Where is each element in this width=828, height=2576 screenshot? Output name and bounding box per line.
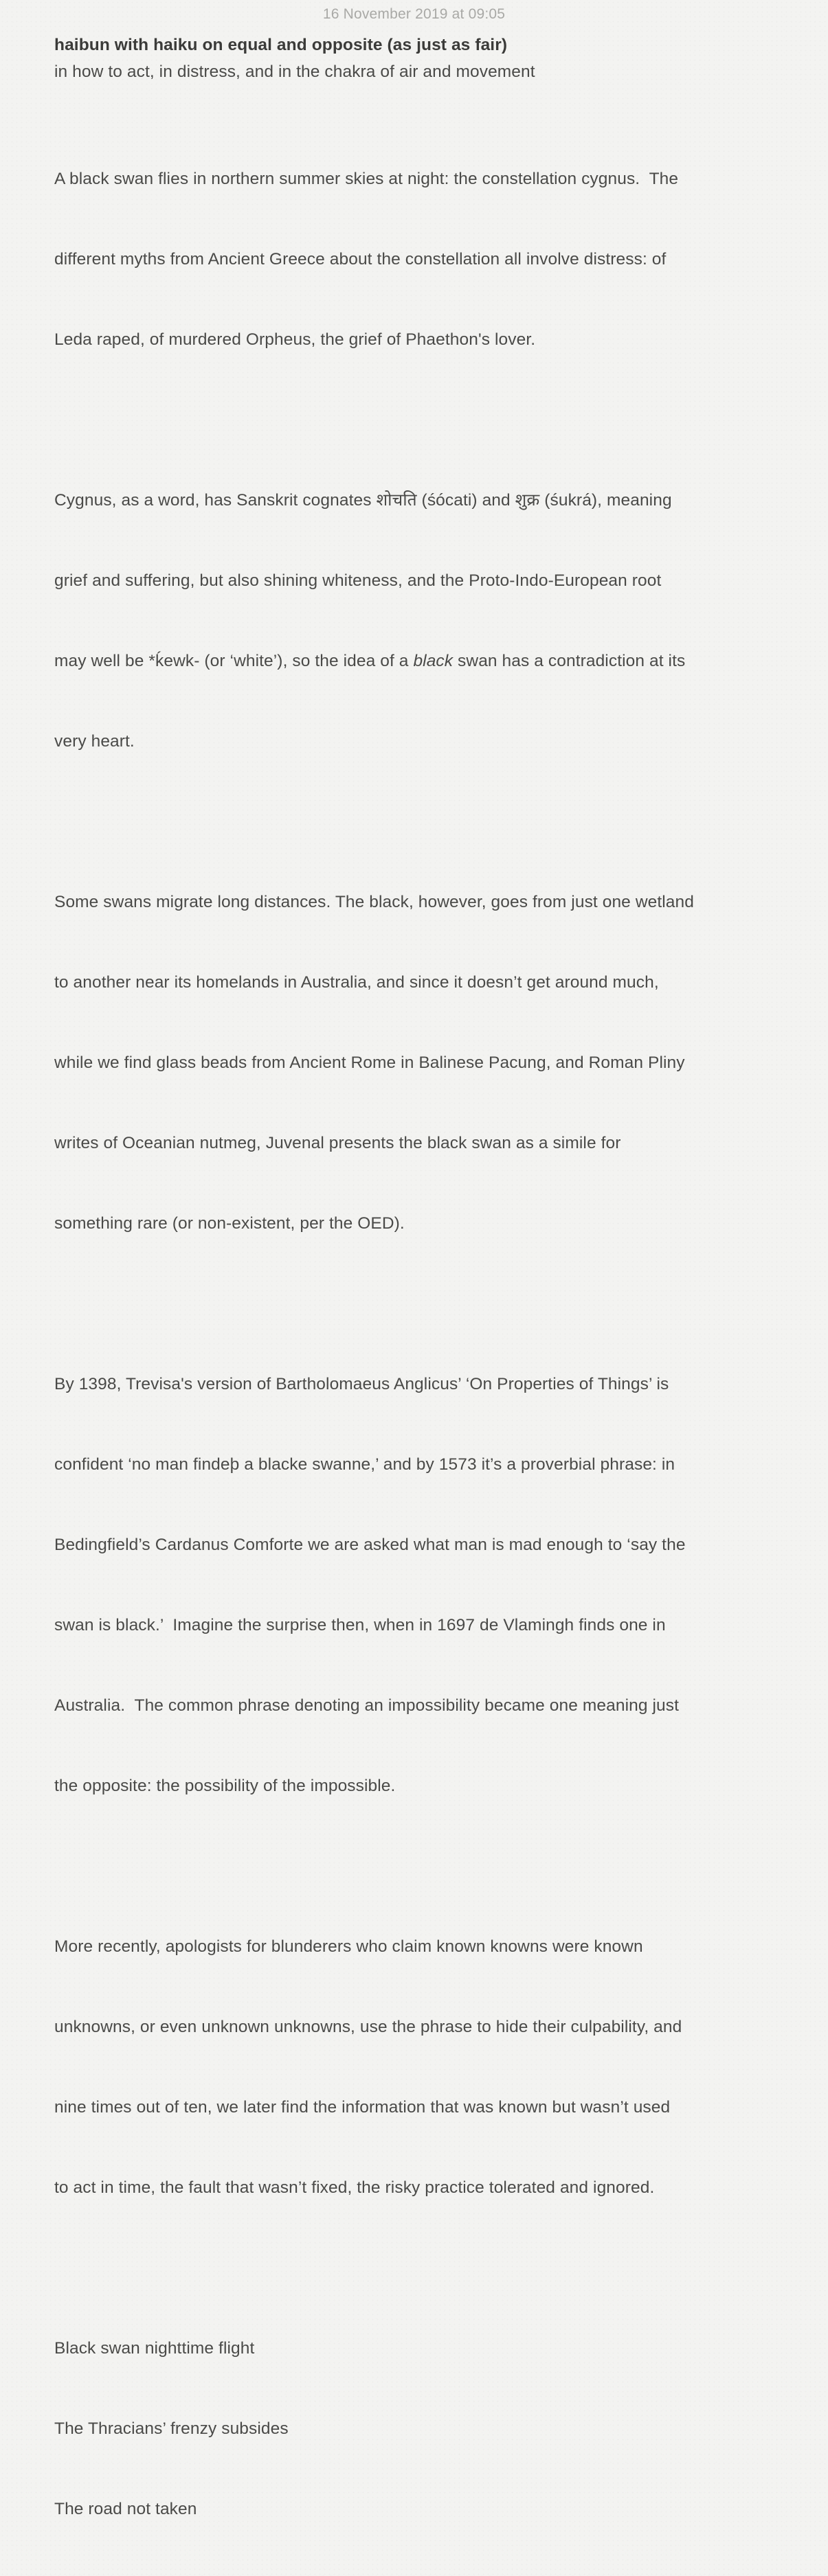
haiku-line: Black swan nighttime flight	[54, 2339, 255, 2358]
paragraph-etymology	[54, 433, 790, 808]
text-line: A black swan flies in northern summer skies at night: the constellation cygnus. The	[54, 170, 679, 188]
text-line: Bedingfield’s Cardanus Comforte we are asked what man is mad enough to ‘say the	[54, 1536, 686, 1554]
text-line: to another near its homelands in Australia, and since it doesn’t get around much,	[54, 973, 659, 992]
paragraph-gap	[54, 808, 790, 835]
text-line: very heart.	[54, 732, 135, 751]
text-line: Australia. The common phrase denoting an impossibility became one meaning just	[54, 1696, 679, 1715]
paragraph-gap	[54, 407, 790, 433]
text-line	[54, 648, 790, 674]
haiku-line: The Thracians’ frenzy subsides	[54, 2419, 289, 2438]
paragraph-recent-usage	[54, 1880, 790, 2255]
text-line: Cygnus, as a word, has Sanskrit cognates शोचति (śócati) and शुक्र (śukrá), meaning	[54, 491, 672, 510]
text-line: different myths from Ancient Greece about the constellation all involve distress: of	[54, 250, 667, 269]
note-timestamp: 16 November 2019 at 09:05	[322, 6, 506, 22]
text-line: By 1398, Trevisa's version of Bartholomaeus Anglicus’ ‘On Properties of Things’ is	[54, 1375, 669, 1393]
text-segment: swan has a contradiction at its	[453, 652, 686, 670]
haiku-line: The road not taken	[54, 2500, 197, 2518]
text-line: nine times out of ten, we later find the information that was known but wasn’t used	[54, 2098, 671, 2117]
paragraph-migration	[54, 835, 790, 1290]
paragraph-gap	[54, 2255, 790, 2281]
text-line: writes of Oceanian nutmeg, Juvenal presents the black swan as a simile for	[54, 1134, 621, 1152]
text-segment: may well be *ḱewk- (or ‘white’), so the idea of a	[54, 652, 414, 670]
paragraph-gap	[54, 1290, 790, 1317]
paragraph-cygnus-constellation	[54, 112, 790, 407]
text-line: Some swans migrate long distances. The black, however, goes from just one wetland	[54, 893, 694, 911]
haiku	[54, 2281, 790, 2576]
text-line: swan is black.’ Imagine the surprise then, when in 1697 de Vlamingh finds one in	[54, 1616, 666, 1634]
text-line: Leda raped, of murdered Orpheus, the grief of Phaethon's lover.	[54, 330, 536, 349]
text-line: something rare (or non-existent, per the OED).	[54, 1214, 405, 1233]
text-line: grief and suffering, but also shining whiteness, and the Proto-Indo-European root	[54, 571, 662, 590]
paragraph-gap	[54, 1853, 790, 1880]
note-title: haibun with haiku on equal and opposite (as just as fair)	[54, 36, 508, 54]
text-line: unknowns, or even unknown unknowns, use the phrase to hide their culpability, and	[54, 2018, 682, 2036]
text-line: More recently, apologists for blunderers who claim known knowns were known	[54, 1937, 643, 1956]
text-line: while we find glass beads from Ancient Rome in Balinese Pacung, and Roman Pliny	[54, 1053, 685, 1072]
paragraph-gap	[54, 85, 790, 112]
text-line: confident ‘no man findeþ a blacke swanne,’ and by 1573 it’s a proverbial phrase: in	[54, 1455, 675, 1474]
italic-emphasis: black	[413, 652, 454, 670]
text-line: to act in time, the fault that wasn’t fixed, the risky practice tolerated and ignored.	[54, 2178, 655, 2197]
text-line: the opposite: the possibility of the impossible.	[54, 1777, 396, 1795]
paragraph-history	[54, 1317, 790, 1853]
note-body[interactable]	[54, 32, 790, 2576]
note-subtitle: in how to act, in distress, and in the chakra of air and movement	[54, 62, 535, 81]
